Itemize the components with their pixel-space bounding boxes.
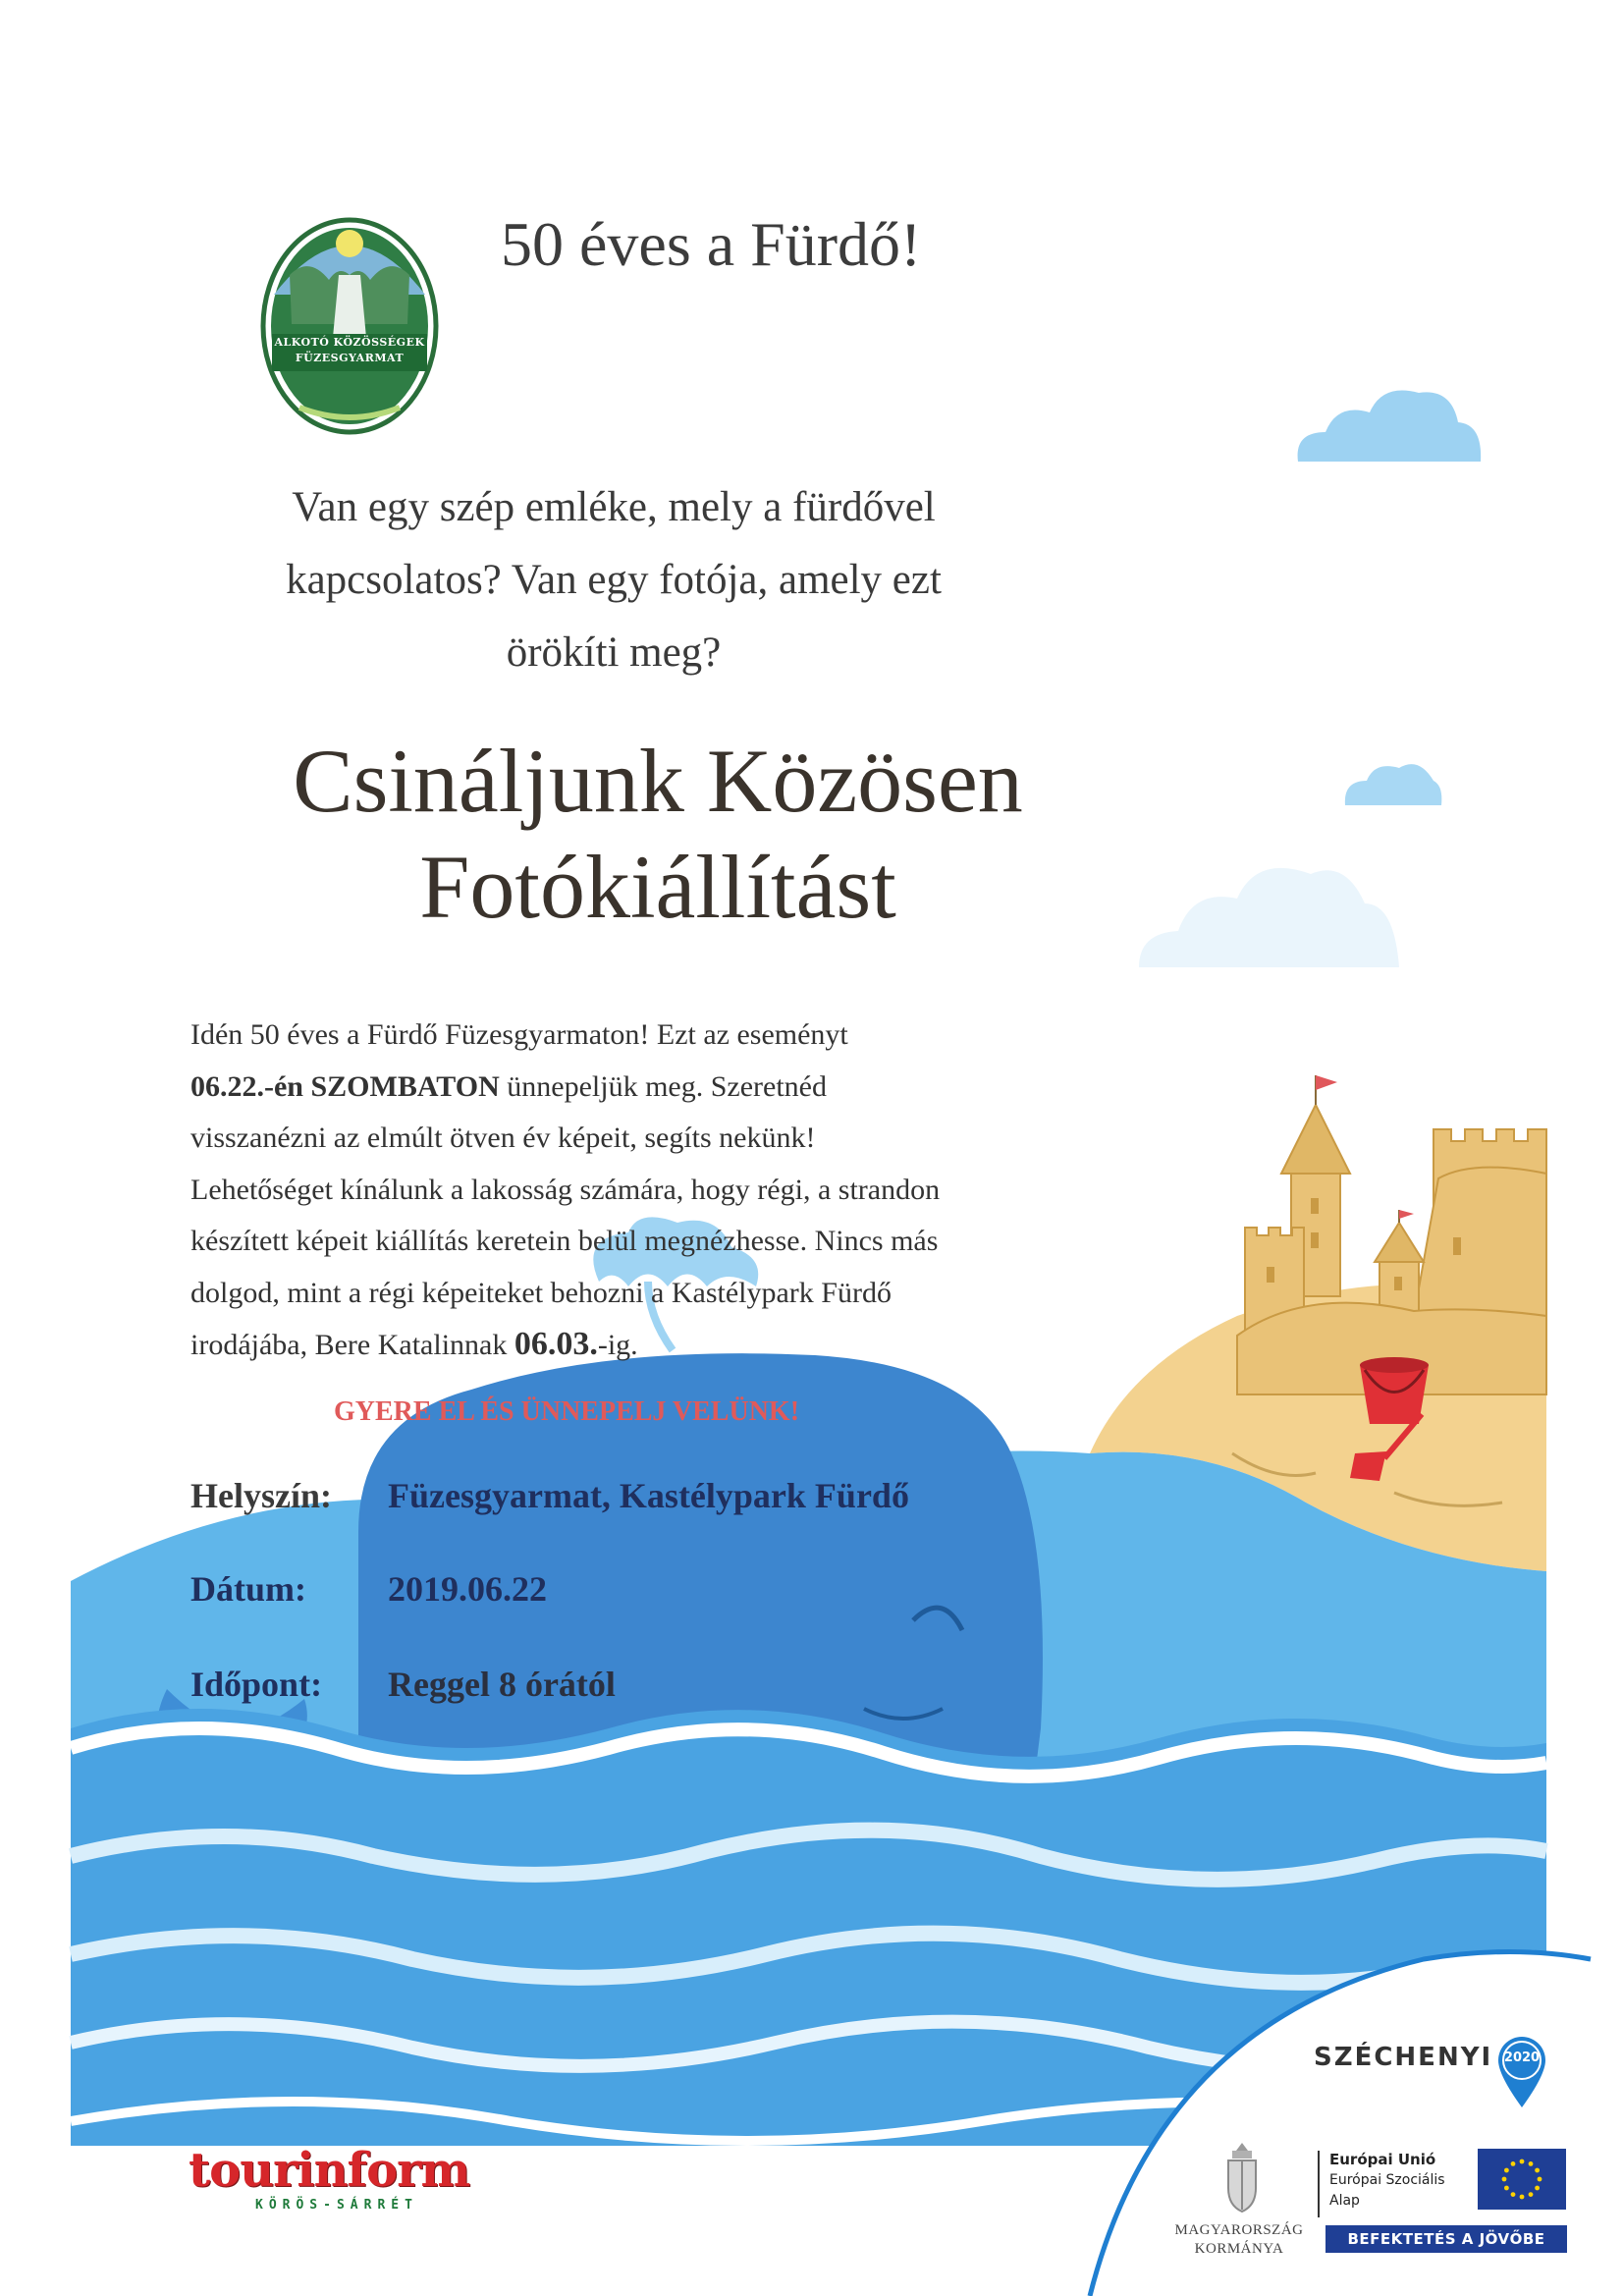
- page-title: 50 éves a Fürdő!: [501, 209, 922, 279]
- date-value: 2019.06.22: [388, 1569, 547, 1609]
- body-line: -ig.: [597, 1329, 638, 1361]
- szechenyi-wordmark: SZÉCHENYI: [1314, 2043, 1493, 2072]
- body-paragraph: [190, 1010, 1074, 1372]
- headline-line-1: Csináljunk Közösen: [293, 731, 1023, 831]
- body-line: ünnepeljük meg. Szeretnéd: [499, 1069, 827, 1103]
- community-logo: [260, 216, 439, 437]
- logo-ring-text: ALKOTÓ KÖZÖSSÉGEK: [274, 336, 425, 349]
- eu-divider: [1318, 2151, 1320, 2217]
- coat-of-arms-icon: [1222, 2141, 1262, 2214]
- deadline-date-text: 06.03.: [514, 1326, 598, 1362]
- body-line: Idén 50 éves a Fürdő Füzesgyarmaton! Ezt az eseményt: [190, 1018, 848, 1051]
- sand-castle: [1237, 1075, 1546, 1394]
- tourinform-logo: [189, 2143, 503, 2214]
- body-line: készített képeit kiállítás keretein belül megnézhesse. Nincs más: [190, 1225, 939, 1257]
- eu-line-1: Európai Unió: [1329, 2151, 1436, 2168]
- gov-line-2: KORMÁNYA: [1194, 2241, 1284, 2257]
- tourinform-subtitle: KÖRÖS-SÁRRÉT: [255, 2198, 418, 2213]
- intro-line-2: kapcsolatos? Van egy fotója, amely ezt: [286, 557, 942, 603]
- time-value: Reggel 8 órától: [388, 1665, 616, 1704]
- cloud-icon: [1139, 868, 1399, 967]
- body-line: dolgod, mint a régi képeiteket behozni a Kastélypark Fürdő: [190, 1276, 892, 1309]
- place-label: Helyszín:: [190, 1476, 332, 1515]
- headline-line-2: Fotókiállítást: [419, 837, 896, 937]
- gov-line-1: MAGYARORSZÁG: [1174, 2222, 1304, 2238]
- eu-flag-icon: [1478, 2149, 1566, 2210]
- intro-line-3: örökíti meg?: [506, 629, 722, 676]
- intro-line-1: Van egy szép emléke, mely a fürdővel: [292, 484, 936, 530]
- place-value: Füzesgyarmat, Kastélypark Fürdő: [388, 1476, 909, 1515]
- cloud-icon: [1298, 391, 1482, 463]
- szechenyi-year: 2020: [1503, 2050, 1541, 2065]
- eu-line-3: Alap: [1329, 2193, 1360, 2209]
- tourinform-wordmark: tourinform: [189, 2143, 470, 2198]
- eu-line-2: Európai Szociális: [1329, 2172, 1445, 2188]
- szechenyi-pin-icon: [1492, 2031, 1551, 2109]
- body-line: irodájába, Bere Katalinnak: [190, 1329, 514, 1361]
- date-label: Dátum:: [190, 1569, 306, 1609]
- eu-banner: [1325, 2225, 1567, 2253]
- call-to-action: GYERE EL ÉS ÜNNEPELJ VELÜNK!: [334, 1396, 800, 1427]
- cloud-icon: [1345, 764, 1441, 805]
- body-line: Lehetőséget kínálunk a lakosság számára, hogy régi, a strandon: [190, 1173, 941, 1206]
- eu-banner-text: BEFEKTETÉS A JÖVŐBE: [1347, 2230, 1545, 2248]
- logo-ring-text-2: FÜZESGYARMAT: [295, 352, 405, 364]
- body-line: visszanézni az elmúlt ötven év képeit, segíts nekünk!: [190, 1121, 816, 1154]
- time-label: Időpont:: [190, 1665, 323, 1704]
- event-date-text: 06.22.-én SZOMBATON: [190, 1069, 500, 1103]
